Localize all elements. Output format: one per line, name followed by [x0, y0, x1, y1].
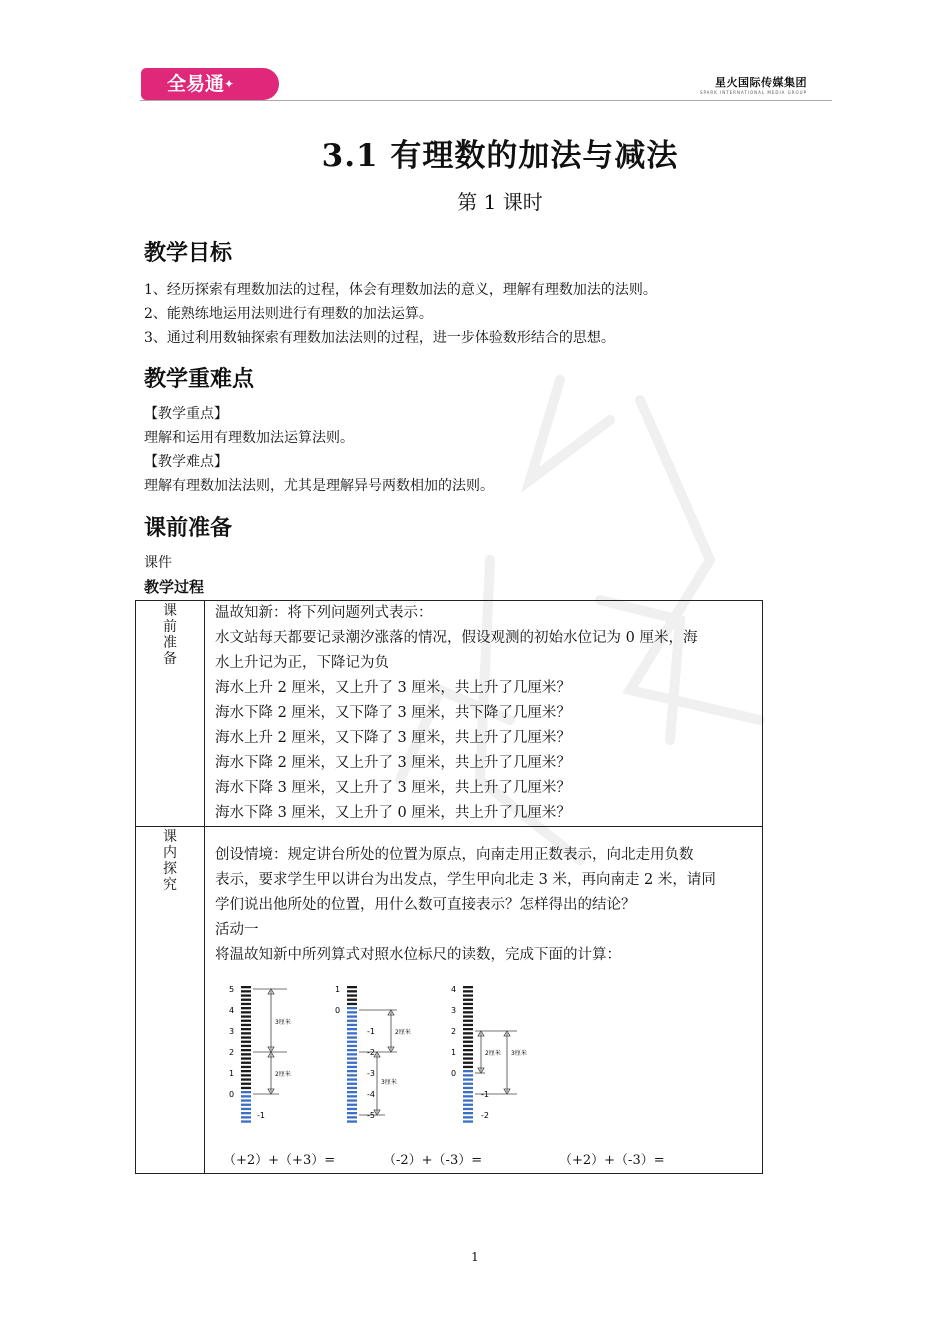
ruler-bar	[463, 1020, 473, 1022]
tick-label: -5	[367, 1111, 375, 1120]
ruler-bar	[347, 1024, 357, 1026]
goals-heading: 教学目标	[144, 241, 233, 266]
ruler-bar	[463, 1116, 473, 1118]
ruler-bar	[347, 1099, 357, 1101]
row-content	[205, 601, 763, 827]
ruler-bar	[241, 1011, 251, 1013]
ruler-figure-1	[229, 985, 291, 1123]
ruler-bar	[241, 1070, 251, 1072]
header-divider	[140, 100, 832, 101]
content-line: 海水下降 2 厘米，又上升了 3 厘米，共上升了几厘米？	[215, 755, 571, 771]
formula: （-2）+（-3）=	[383, 1153, 483, 1168]
ruler-bar	[347, 1041, 357, 1043]
goal-item: 3、通过利用数轴探索有理数加法法则的过程，进一步体验数形结合的思想。	[144, 330, 615, 346]
annotation-label: 2厘米	[395, 1029, 411, 1036]
ruler-bar	[463, 1003, 473, 1005]
page-title: 3.1 有理数的加法与减法	[321, 138, 679, 174]
ruler-bar	[347, 1108, 357, 1110]
focus-text: 理解和运用有理数加法运算法则。	[144, 430, 354, 446]
goal-item: 1、经历探索有理数加法的过程，体会有理数加法的意义，理解有理数加法的法则。	[144, 282, 657, 298]
measure-arrows	[475, 1031, 517, 1094]
difficulty-text: 理解有理数加法法则，尤其是理解异号两数相加的法则。	[144, 478, 494, 494]
content-line: 水文站每天都要记录潮汐涨落的情况，假设观测的初始水位记为 0 厘米，海	[215, 630, 698, 646]
ruler-bar	[241, 1028, 251, 1030]
goals-list	[144, 278, 657, 350]
tick-label: 1	[451, 1048, 457, 1057]
brand-logo	[141, 68, 279, 100]
ruler-bars	[241, 986, 251, 1123]
ruler-bar	[241, 1104, 251, 1106]
ruler-bar	[241, 1020, 251, 1022]
tick-label: 3	[451, 1006, 457, 1015]
content-line: 活动一	[215, 922, 259, 938]
ruler-bar	[463, 1083, 473, 1085]
ruler-bar	[463, 1091, 473, 1093]
ruler-bar	[463, 1045, 473, 1047]
content-line: 学们说出他所处的位置，用什么数可直接表示？怎样得出的结论？	[215, 897, 636, 913]
ruler-bar	[347, 994, 357, 996]
ruler-bar	[347, 1095, 357, 1097]
ruler-bar	[463, 1011, 473, 1013]
ruler-bar	[241, 1045, 251, 1047]
row-label-text: 课前准备	[163, 603, 177, 667]
row-label-text: 课内探究	[163, 829, 177, 893]
tick-label: -1	[481, 1090, 489, 1099]
ruler-bar	[463, 986, 473, 988]
tick-label: -3	[367, 1069, 375, 1078]
ruler-bar	[463, 1087, 473, 1089]
ruler-bar	[241, 1062, 251, 1064]
tick-label: -1	[367, 1027, 375, 1036]
ruler-bar	[347, 1104, 357, 1106]
tick-label: -2	[367, 1048, 375, 1057]
ruler-bar	[463, 1104, 473, 1106]
ruler-bars	[347, 986, 357, 1123]
ruler-bar	[347, 1028, 357, 1030]
tick-label: 5	[229, 985, 235, 994]
ruler-bar	[241, 1015, 251, 1017]
ruler-bar	[241, 1003, 251, 1005]
difficulty-label: 【教学难点】	[144, 454, 228, 470]
ruler-bar	[347, 1091, 357, 1093]
ruler-bars	[463, 986, 473, 1123]
ruler-bar	[463, 994, 473, 996]
ruler-bar	[347, 1057, 357, 1059]
ruler-bar	[347, 1112, 357, 1114]
rulers-svg	[215, 970, 755, 1148]
ruler-bar	[463, 1095, 473, 1097]
ruler-bar	[241, 1049, 251, 1051]
ruler-bar	[347, 986, 357, 988]
tick-label: 0	[229, 1090, 235, 1099]
ruler-bar	[241, 1087, 251, 1089]
annotation-label: 3厘米	[275, 1019, 291, 1026]
sparkle-icon: ✦	[224, 77, 235, 91]
tick-label: 2	[229, 1048, 235, 1057]
ruler-bar	[347, 1007, 357, 1009]
content-line: 海水下降 3 厘米，又上升了 3 厘米，共上升了几厘米？	[215, 780, 571, 796]
table-row	[136, 827, 763, 1174]
ruler-bar	[463, 1032, 473, 1034]
ruler-bar	[241, 1116, 251, 1118]
ruler-bar	[347, 1074, 357, 1076]
ruler-bar	[463, 1099, 473, 1101]
ruler-bar	[463, 1049, 473, 1051]
formula: （+2）+（+3）=	[223, 1153, 336, 1168]
ruler-bar	[241, 994, 251, 996]
annotation-label: 3厘米	[381, 1079, 397, 1086]
content-line: 温故知新：将下列问题列式表示：	[215, 605, 433, 621]
ruler-bar	[463, 999, 473, 1001]
annotation-label: 3厘米	[511, 1050, 527, 1057]
page-subtitle: 第 1 课时	[457, 190, 543, 214]
ruler-bar	[241, 1041, 251, 1043]
goal-item: 2、能熟练地运用法则进行有理数的加法运算。	[144, 306, 433, 322]
logo-text: 全易通	[167, 73, 225, 95]
ruler-bar	[463, 1041, 473, 1043]
ruler-bar	[347, 990, 357, 992]
content-line: 海水上升 2 厘米，又上升了 3 厘米，共上升了几厘米？	[215, 680, 571, 696]
key-points-body	[144, 402, 494, 498]
publisher-cn: 星火国际传媒集团	[715, 76, 807, 89]
ruler-bar	[241, 1032, 251, 1034]
tick-label: 1	[335, 985, 341, 994]
tick-label: 0	[451, 1069, 457, 1078]
tick-label: -4	[367, 1090, 375, 1099]
water-level-figures	[215, 970, 756, 1150]
ruler-bar	[241, 986, 251, 988]
ruler-bar	[463, 1015, 473, 1017]
preparation-text: 课件	[144, 555, 172, 571]
ruler-bar	[347, 1083, 357, 1085]
ruler-bar	[241, 1066, 251, 1068]
content-line: 水上升记为正，下降记为负	[215, 655, 389, 671]
tick-label: 4	[451, 985, 457, 994]
formula-row	[215, 1148, 756, 1173]
tick-label: -1	[257, 1111, 265, 1120]
ruler-bar	[463, 1024, 473, 1026]
content-line: 海水上升 2 厘米，又下降了 3 厘米，共上升了几厘米？	[215, 730, 571, 746]
tick-label: 0	[335, 1006, 341, 1015]
annotation-label: 2厘米	[485, 1050, 501, 1057]
measure-arrows	[359, 1010, 397, 1115]
ruler-bar	[241, 1057, 251, 1059]
key-points-heading: 教学重难点	[144, 367, 255, 392]
content-line: 创设情境：规定讲台所处的位置为原点，向南走用正数表示，向北走用负数	[215, 847, 694, 863]
ruler-bar	[463, 1120, 473, 1122]
ruler-bar	[463, 1036, 473, 1038]
ruler-bar	[347, 1015, 357, 1017]
ruler-bar	[241, 1074, 251, 1076]
ruler-bar	[347, 1003, 357, 1005]
ruler-bar	[347, 1066, 357, 1068]
content-line: 海水下降 2 厘米，又下降了 3 厘米，共下降了几厘米？	[215, 705, 571, 721]
ruler-bar	[241, 1091, 251, 1093]
formula: （+2）+（-3）=	[559, 1153, 665, 1168]
row-label	[136, 827, 205, 1174]
tick-label: -2	[481, 1111, 489, 1120]
ruler-figure-2	[335, 985, 411, 1123]
ruler-bar	[463, 1057, 473, 1059]
ruler-bar	[463, 1108, 473, 1110]
ruler-bar	[347, 1116, 357, 1118]
preparation-heading: 课前准备	[144, 516, 233, 541]
ruler-bar	[241, 1078, 251, 1080]
content-line: 海水下降 3 厘米，又上升了 0 厘米，共上升了几厘米？	[215, 805, 571, 821]
ruler-bar	[463, 1028, 473, 1030]
ruler-bar	[347, 1070, 357, 1072]
ruler-bar	[241, 1108, 251, 1110]
ruler-bar	[347, 1049, 357, 1051]
ruler-figure-3	[451, 985, 527, 1123]
ruler-bar	[241, 1095, 251, 1097]
ruler-bar	[347, 1011, 357, 1013]
teaching-process-table	[135, 600, 763, 1174]
table-row	[136, 601, 763, 827]
ruler-bar	[463, 1066, 473, 1068]
ruler-bar	[463, 1062, 473, 1064]
publisher-name	[700, 74, 807, 95]
focus-label: 【教学重点】	[144, 406, 228, 422]
ruler-bar	[241, 1036, 251, 1038]
ruler-bar	[347, 1120, 357, 1122]
ruler-bar	[241, 1024, 251, 1026]
content-line: 表示，要求学生甲以讲台为出发点，学生甲向北走 3 米，再向南走 2 米，请同	[215, 872, 716, 888]
ruler-bar	[463, 1112, 473, 1114]
ruler-bar	[241, 1083, 251, 1085]
ruler-bar	[347, 999, 357, 1001]
ruler-bar	[347, 1053, 357, 1055]
ruler-bar	[241, 1120, 251, 1122]
row-label	[136, 601, 205, 827]
ruler-bar	[463, 990, 473, 992]
ruler-bar	[241, 999, 251, 1001]
ruler-bar	[463, 1074, 473, 1076]
ruler-bar	[347, 1032, 357, 1034]
ruler-bar	[241, 990, 251, 992]
publisher-en: SPARK INTERNATIONAL MEDIA GROUP	[699, 90, 807, 95]
content-line: 将温故知新中所列算式对照水位标尺的读数，完成下面的计算：	[215, 947, 621, 963]
tick-label: 3	[229, 1027, 235, 1036]
tick-label: 4	[229, 1006, 235, 1015]
ruler-bar	[241, 1099, 251, 1101]
process-heading: 教学过程	[144, 578, 205, 596]
ruler-bar	[241, 1053, 251, 1055]
tick-label: 1	[229, 1069, 235, 1078]
ruler-bar	[347, 1078, 357, 1080]
ruler-bar	[347, 1087, 357, 1089]
ruler-bar	[463, 1053, 473, 1055]
ruler-bar	[347, 1045, 357, 1047]
ruler-bar	[347, 1020, 357, 1022]
tick-label: 2	[451, 1027, 457, 1036]
ruler-bar	[347, 1062, 357, 1064]
annotation-label: 2厘米	[275, 1071, 291, 1078]
ruler-bar	[463, 1070, 473, 1072]
ruler-bar	[463, 1078, 473, 1080]
ruler-bar	[463, 1007, 473, 1009]
ruler-bar	[347, 1036, 357, 1038]
ruler-bar	[241, 1007, 251, 1009]
page-number: 1	[471, 1250, 479, 1264]
row-content	[205, 827, 763, 1174]
measure-arrows	[253, 989, 287, 1094]
ruler-bar	[241, 1112, 251, 1114]
